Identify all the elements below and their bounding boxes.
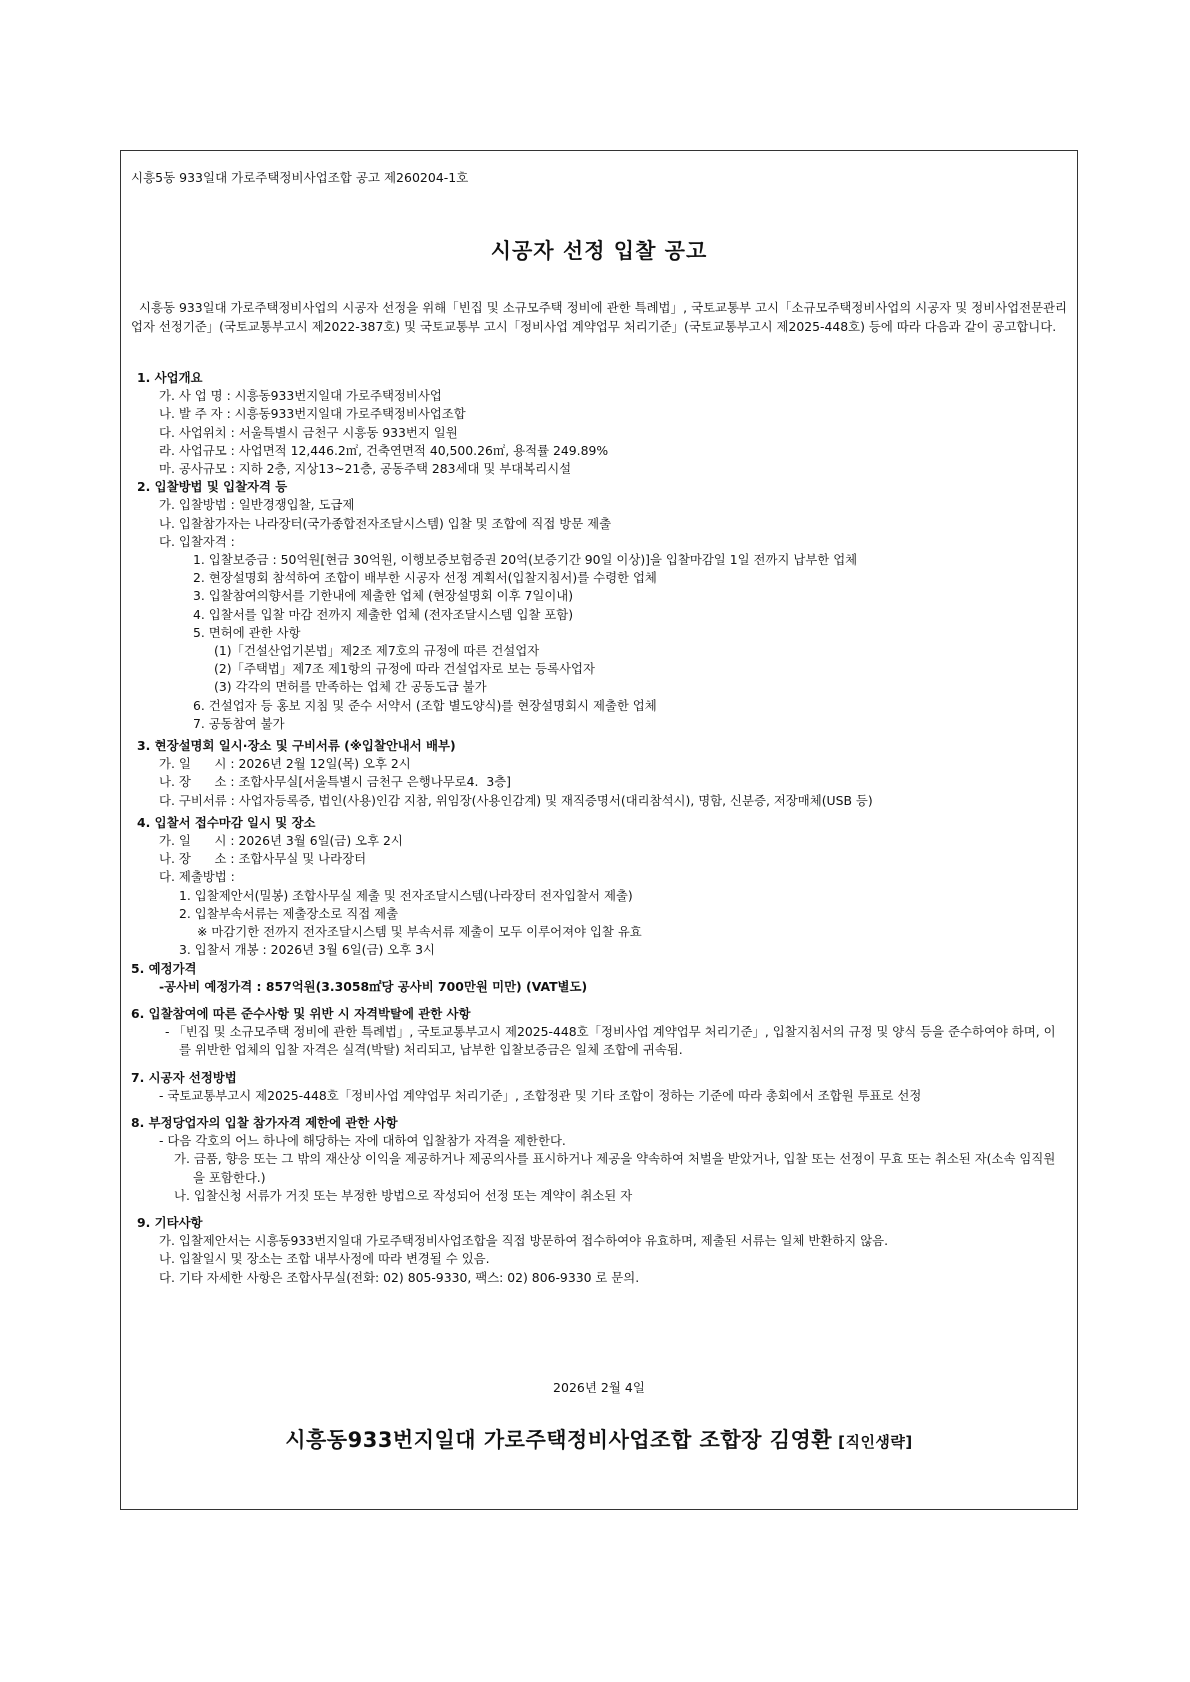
qualification-item: 3. 입찰참여의향서를 기한내에 제출한 업체 (현장설명회 이후 7일이내): [193, 588, 574, 604]
method-item: 2. 입찰부속서류는 제출장소로 직접 제출: [179, 905, 399, 921]
section-bid-deadline: [131, 814, 1067, 960]
section-heading: 9. 기타사항: [137, 1214, 203, 1230]
list-item: 나. 입찰일시 및 장소는 조합 내부사정에 따라 변경될 수 있음.: [159, 1251, 490, 1267]
list-item: 가. 일 시 : 2026년 3월 6일(금) 오후 2시: [159, 833, 403, 849]
list-item: 가. 입찰방법 : 일반경쟁입찰, 도급제: [159, 497, 355, 513]
license-item: (2)「주택법」제7조 제1항의 규정에 따라 건설업자로 보는 등록사업자: [214, 661, 595, 677]
method-item: 3. 입찰서 개봉 : 2026년 3월 6일(금) 오후 3시: [179, 942, 435, 958]
list-item: 나. 장 소 : 조합사무실 및 나라장터: [159, 851, 367, 867]
method-note: ※ 마감기한 전까지 전자조달시스템 및 부속서류 제출이 모두 이루어져야 입찰 유효: [197, 924, 642, 940]
section-heading: 7. 시공자 선정방법: [131, 1069, 237, 1085]
restriction-item: 나. 입찰신청 서류가 거짓 또는 부정한 방법으로 작성되어 선정 또는 계약이 취소된 자: [174, 1187, 633, 1203]
list-item: 다. 사업위치 : 서울특별시 금천구 시흥동 933번지 일원: [159, 424, 458, 440]
section-estimated-price: [131, 960, 1067, 996]
section-compliance: [131, 1005, 1067, 1060]
list-item: 다. 기타 자세한 사항은 조합사무실(전화: 02) 805-9330, 팩스: 02) 806-9330 로 문의.: [159, 1269, 640, 1285]
qualification-item: 7. 공동참여 불가: [193, 715, 285, 731]
restriction-text: - 다음 각호의 어느 하나에 해당하는 자에 대하여 입찰참가 자격을 제한한다.: [159, 1133, 566, 1149]
intro-paragraph: [131, 299, 1067, 336]
list-item: 다. 제출방법 :: [159, 869, 235, 885]
section-heading: 6. 입찰참여에 따른 준수사항 및 위반 시 자격박탈에 관한 사항: [131, 1005, 471, 1021]
section-project-overview: [131, 369, 1067, 478]
list-item: 마. 공사규모 : 지하 2층, 지상13~21층, 공동주택 283세대 및 부대복리시설: [159, 461, 572, 477]
list-item: 가. 사 업 명 : 시흥동933번지일대 가로주택정비사업: [159, 388, 442, 404]
qualification-item: 4. 입찰서를 입찰 마감 전까지 제출한 업체 (전자조달시스템 입찰 포함): [193, 606, 574, 622]
notice-frame: [120, 150, 1078, 1510]
list-item: 나. 발 주 자 : 시흥동933번지일대 가로주택정비사업조합: [159, 406, 466, 422]
section-selection-method: [131, 1069, 1067, 1105]
section-heading: 8. 부정당업자의 입찰 참가자격 제한에 관한 사항: [131, 1114, 398, 1130]
qualification-item: 2. 현장설명회 참석하여 조합이 배부한 시공자 선정 계획서(입찰지침서)를 수령한 업체: [193, 570, 657, 586]
license-item: (1)「건설산업기본법」제2조 제7호의 규정에 따른 건설업자: [214, 643, 540, 659]
section-bidding-method: [131, 478, 1067, 733]
section-site-briefing: [131, 737, 1067, 810]
qualification-item: 1. 입찰보증금 : 50억원[현금 30억원, 이행보증보험증권 20억(보증기간 90일 이상)]을 입찰마감일 1일 전까지 납부한 업체: [193, 552, 858, 568]
notice-number: 시흥5동 933일대 가로주택정비사업조합 공고 제260204-1호: [131, 170, 469, 185]
section-heading: 1. 사업개요: [137, 370, 203, 385]
list-item: 라. 사업규모 : 사업면적 12,446.2㎡, 건축연면적 40,500.26㎡, 용적률 249.89%: [159, 442, 609, 458]
notice-date: 2026년 2월 4일: [553, 1380, 645, 1395]
selection-text: - 국토교통부고시 제2025-448호「정비사업 계약업무 처리기준」, 조합정관 및 기타 조합이 정하는 기준에 따라 총회에서 조합원 투표로 선정: [159, 1087, 922, 1103]
estimated-price: -공사비 예정가격 : 857억원(3.3058㎡당 공사비 700만원 미만) (VAT별도): [159, 978, 588, 994]
list-item: 다. 구비서류 : 사업자등록증, 법인(사용)인감 지참, 위임장(사용인감계) 및 재직증명서(대리참석시), 명함, 신분증, 저장매체(USB 등): [159, 792, 873, 808]
license-item: (3) 각각의 면허를 만족하는 업체 간 공동도급 불가: [214, 679, 487, 695]
section-heading: 5. 예정가격: [131, 960, 197, 976]
page-title: 시공자 선정 입찰 공고: [490, 239, 708, 263]
list-item: 가. 입찰제안서는 시흥동933번지일대 가로주택정비사업조합을 직접 방문하여 접수하여야 유효하며, 제출된 서류는 일체 반환하지 않음.: [159, 1233, 889, 1249]
seal-note: [직인생략]: [838, 1433, 913, 1451]
list-item: 나. 입찰참가자는 나라장터(국가종합전자조달시스템) 입찰 및 조합에 직접 방문 제출: [159, 515, 612, 531]
intro-text: 시흥동 933일대 가로주택정비사업의 시공자 선정을 위해「빈집 및 소규모주택 정비에 관한 특례법」, 국토교통부 고시「소규모주택정비사업의 시공자 및 정비사업전문관리업자 선정기준」(국토교통부고시 제2022-387호) 및 국토교통부 고시「정비사업 계약업무 처리기준」(국토교통부고시 제2025-448호) 등에 따라 다음과 같이 공고합니다.: [131, 300, 1067, 334]
list-item: 가. 일 시 : 2026년 2월 12일(목) 오후 2시: [159, 756, 411, 772]
section-restrictions: [131, 1114, 1067, 1205]
compliance-text: - 「빈집 및 소규모주택 정비에 관한 특례법」, 국토교통부고시 제2025-448호「정비사업 계약업무 처리기준」, 입찰지침서의 규정 및 양식 등을 준수하여야 하며, 이를 위반한 업체의 입찰 자격은 실격(박탈) 처리되고, 납부한 입찰보증금은 일체 조합에 귀속됨.: [165, 1024, 1056, 1058]
list-item: 다. 입찰자격 :: [159, 533, 235, 549]
section-heading: 2. 입찰방법 및 입찰자격 등: [137, 479, 288, 495]
restriction-item: 가. 금품, 향응 또는 그 밖의 재산상 이익을 제공하거나 제공의사를 표시하거나 제공을 약속하여 처벌을 받았거나, 입찰 또는 선정이 무효 또는 취소된 자(소속 임직원을 포함한다.): [174, 1151, 1056, 1185]
signature-line: [131, 1424, 1067, 1454]
qualification-item: 5. 면허에 관한 사항: [193, 624, 301, 640]
section-other-matters: [131, 1214, 1067, 1287]
notice-body: [131, 369, 1067, 1287]
section-heading: 4. 입찰서 접수마감 일시 및 장소: [137, 814, 316, 830]
list-item: 나. 장 소 : 조합사무실[서울특별시 금천구 은행나무로4. 3층]: [159, 774, 512, 790]
qualification-item: 6. 건설업자 등 홍보 지침 및 준수 서약서 (조합 별도양식)를 현장설명회시 제출한 업체: [193, 697, 657, 713]
signatory: 시흥동933번지일대 가로주택정비사업조합 조합장 김영환: [285, 1428, 833, 1452]
method-item: 1. 입찰제안서(밀봉) 조합사무실 제출 및 전자조달시스템(나라장터 전자입찰서 제출): [179, 887, 633, 903]
section-heading: 3. 현장설명회 일시·장소 및 구비서류 (※입찰안내서 배부): [137, 738, 456, 754]
